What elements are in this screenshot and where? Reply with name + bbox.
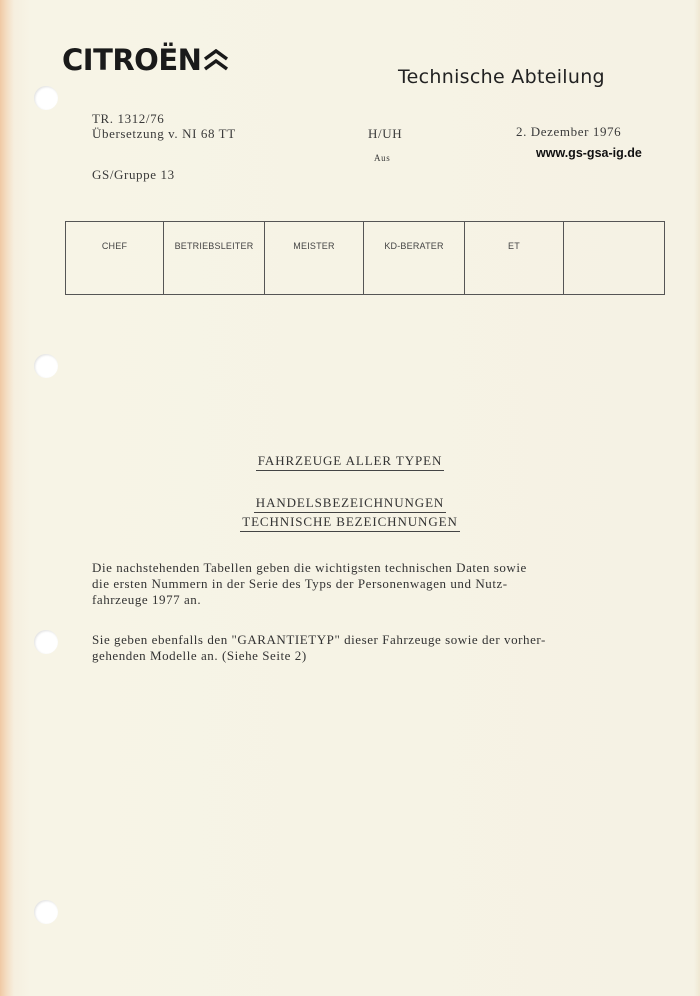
punch-hole bbox=[34, 900, 58, 924]
website-url: www.gs-gsa-ig.de bbox=[536, 146, 642, 160]
double-chevron-icon bbox=[203, 49, 229, 71]
paragraph-2 bbox=[92, 632, 652, 664]
translation-note: Übersetzung v. NI 68 TT bbox=[92, 126, 236, 141]
brand-name: CITROËN bbox=[62, 43, 202, 77]
initials: H/UH bbox=[368, 126, 403, 141]
routing-cell-meister: MEISTER bbox=[265, 222, 364, 294]
outgoing-label: Aus bbox=[374, 153, 391, 163]
group-label: GS/Gruppe 13 bbox=[92, 167, 175, 182]
punch-hole bbox=[34, 86, 58, 110]
subtitle-trade-names bbox=[0, 494, 700, 513]
paragraph-line: die ersten Nummern in der Serie des Typs der Personenwagen und Nutz- bbox=[92, 576, 508, 591]
reference-number: TR. 1312/76 bbox=[92, 111, 165, 126]
document-date: 2. Dezember 1976 bbox=[516, 124, 622, 139]
main-title-text: FAHRZEUGE ALLER TYPEN bbox=[256, 453, 445, 471]
paragraph-line: Sie geben ebenfalls den "GARANTIETYP" dieser Fahrzeuge sowie der vorher- bbox=[92, 632, 546, 647]
routing-cell-kd-berater: KD-BERATER bbox=[364, 222, 465, 294]
subtitle-trade-names-text: HANDELSBEZEICHNUNGEN bbox=[254, 495, 446, 513]
punch-hole bbox=[34, 630, 58, 654]
routing-table bbox=[65, 221, 665, 295]
paragraph-1 bbox=[92, 560, 652, 608]
routing-cell-et: ET bbox=[465, 222, 564, 294]
routing-cell-chef: CHEF bbox=[66, 222, 164, 294]
department-title: Technische Abteilung bbox=[398, 66, 605, 88]
subtitle-technical-names-text: TECHNISCHE BEZEICHNUNGEN bbox=[240, 514, 460, 532]
paragraph-line: Die nachstehenden Tabellen geben die wichtigsten technischen Daten sowie bbox=[92, 560, 527, 575]
routing-cell-empty bbox=[564, 222, 664, 294]
punch-hole bbox=[34, 354, 58, 378]
citroen-logo bbox=[62, 40, 229, 80]
subtitle-technical-names bbox=[0, 513, 700, 532]
routing-cell-betriebsleiter: BETRIEBSLEITER bbox=[164, 222, 265, 294]
paragraph-line: fahrzeuge 1977 an. bbox=[92, 592, 202, 607]
main-title bbox=[0, 452, 700, 471]
paragraph-line: gehenden Modelle an. (Siehe Seite 2) bbox=[92, 648, 307, 663]
